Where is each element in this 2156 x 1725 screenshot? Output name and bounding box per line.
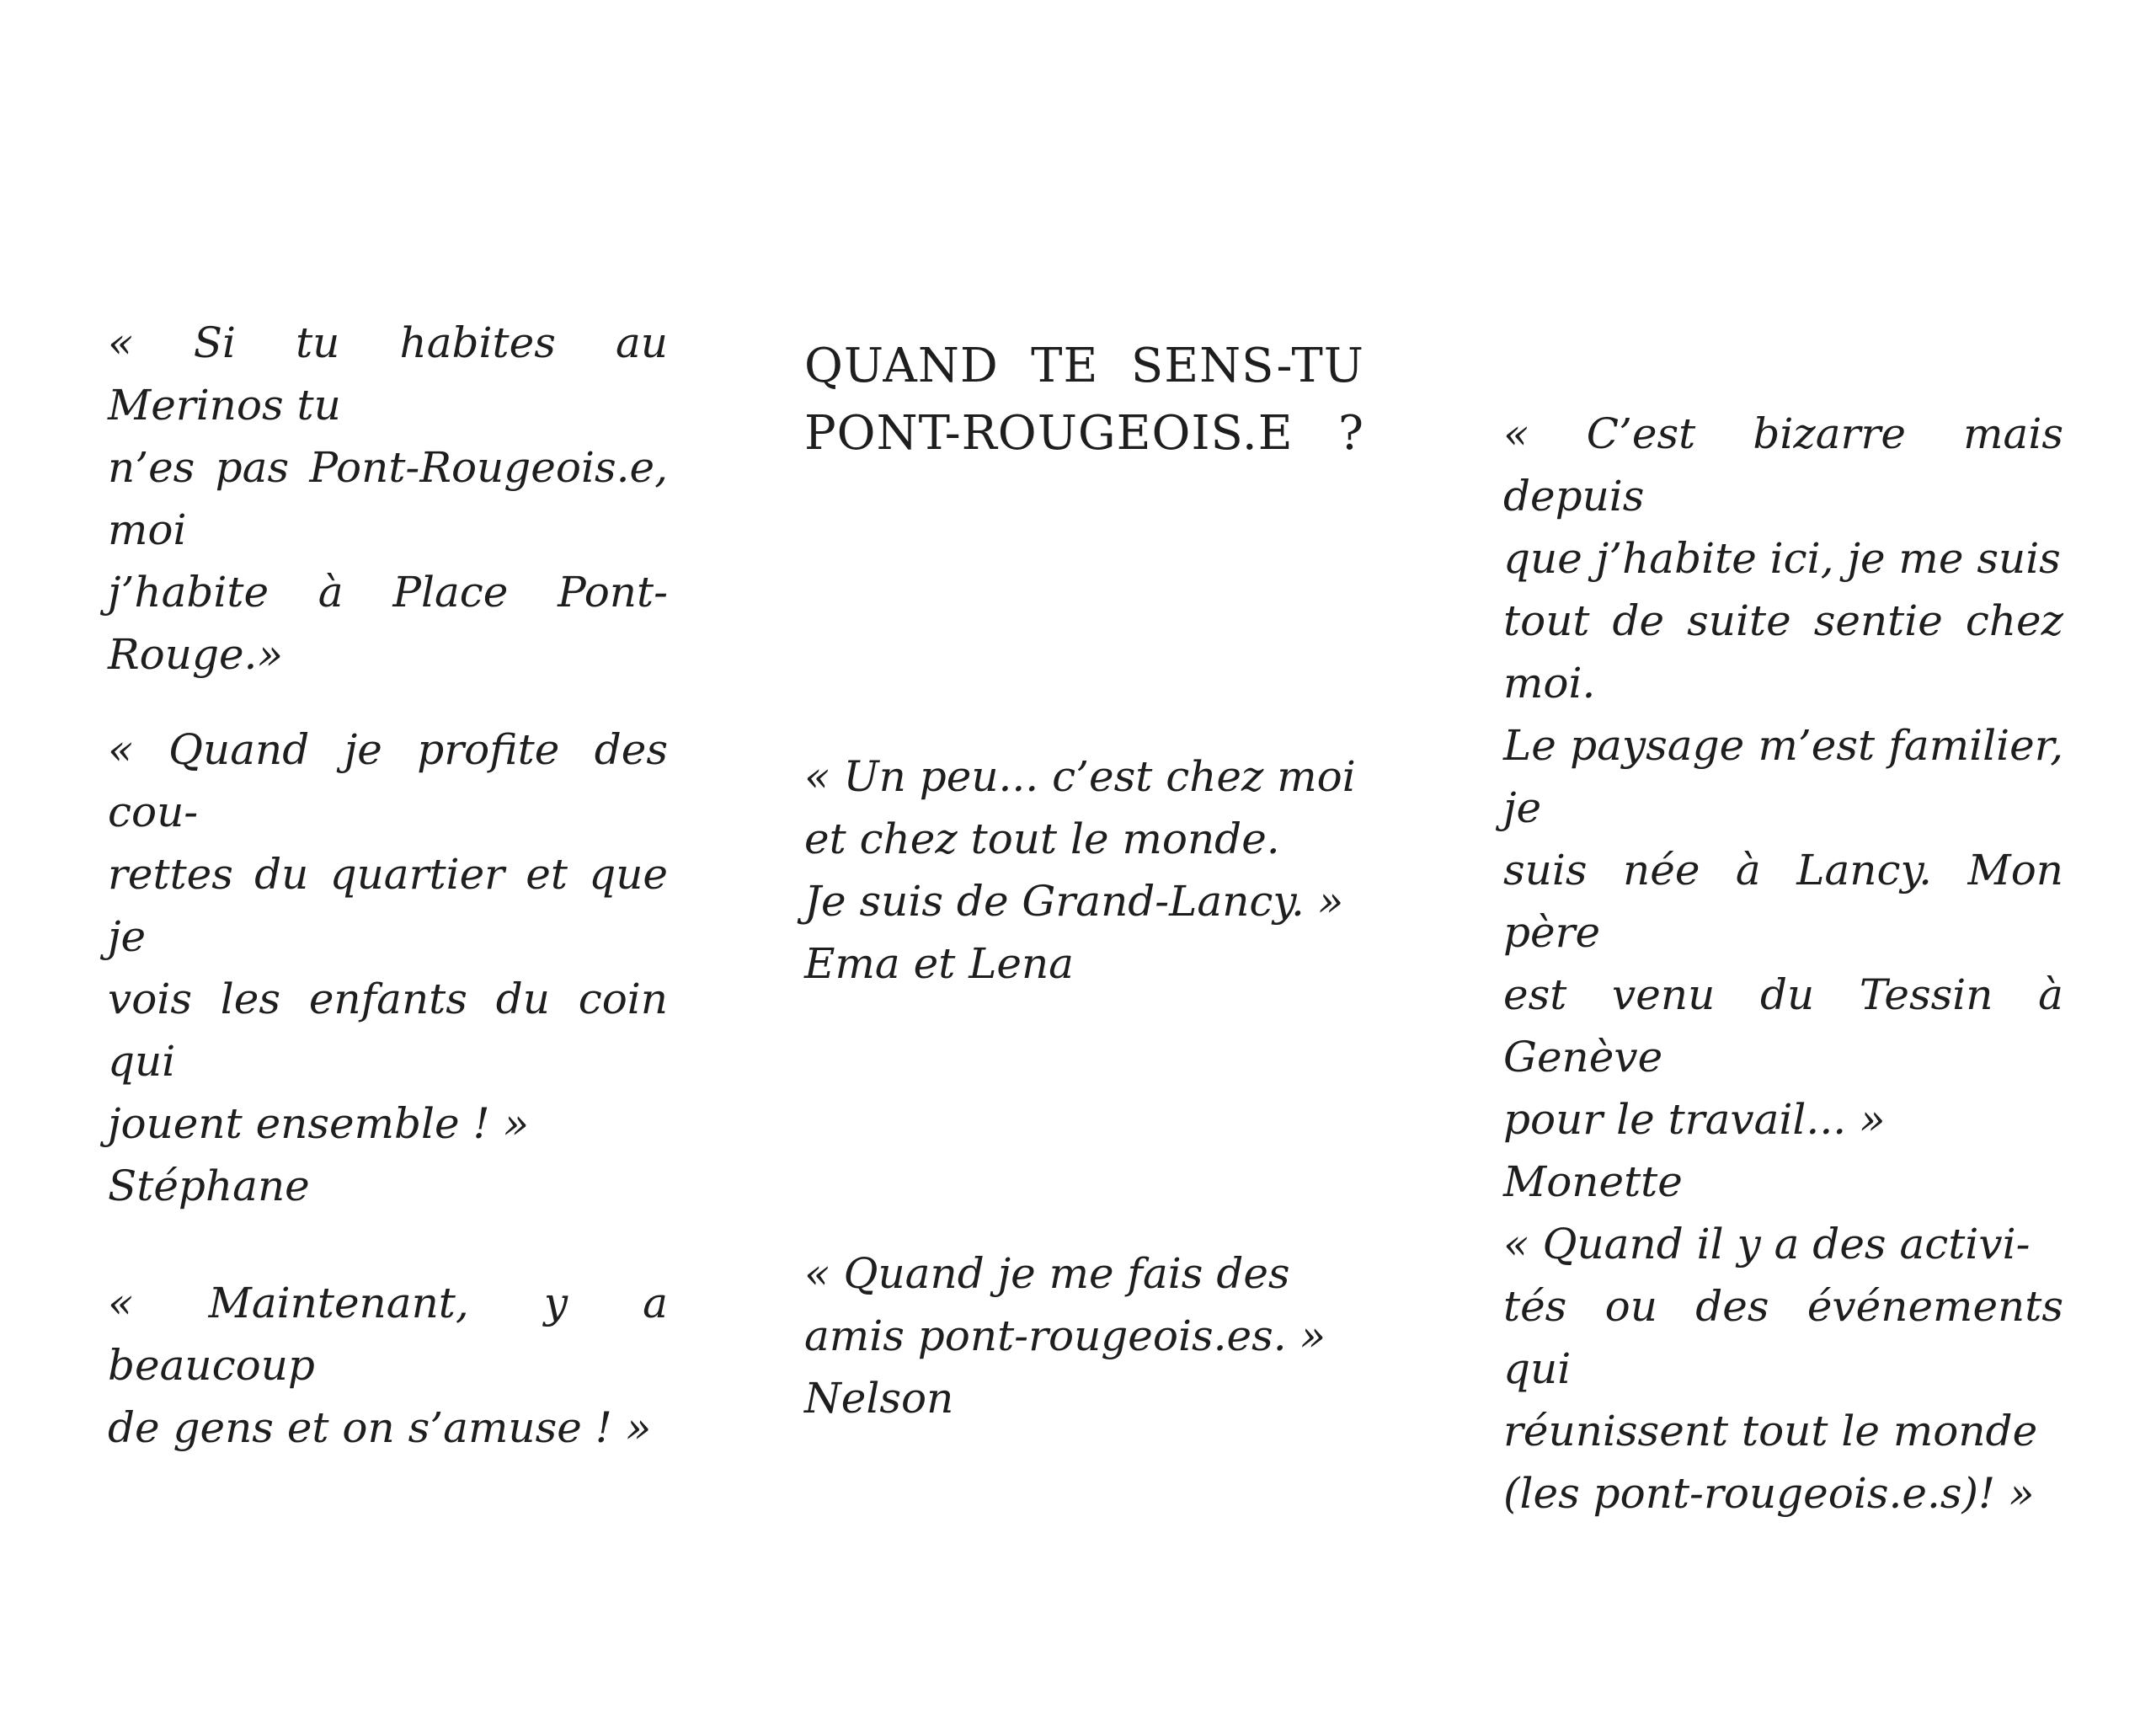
quote-merinos (108, 312, 668, 686)
quote-line: « Quand je profite des cou- (108, 725, 668, 836)
quote-line: n’es pas Pont-Rougeois.e, moi (108, 443, 668, 554)
quote-line: pour le travail... » (1503, 1095, 1886, 1144)
quote-author: Monette (1503, 1157, 1683, 1206)
quote-line: et chez tout le monde. (804, 814, 1280, 863)
quote-line: « C’est bizarre mais depuis (1503, 409, 2063, 521)
quote-author: Stéphane (108, 1162, 310, 1210)
quote-author: Nelson (804, 1374, 954, 1423)
quote-stephane (108, 718, 668, 1217)
quote-line: est venu du Tessin à Genève (1503, 970, 2063, 1081)
quote-monette (1503, 403, 2063, 1213)
quote-line: « Quand je me fais des (804, 1249, 1290, 1298)
quote-line: Je suis de Grand-Lancy. » (804, 877, 1344, 926)
quote-line: vois les enfants du coin qui (108, 975, 668, 1086)
quote-author: Ema et Lena (804, 939, 1074, 988)
quote-line: que j’habite ici, je me suis (1503, 534, 2061, 583)
quote-line: Le paysage m’est familier, je (1503, 721, 2063, 832)
quote-line: « Quand il y a des activi- (1503, 1220, 2031, 1268)
title-line-2: PONT-ROUGEOIS.E ? (804, 406, 1364, 461)
quote-line: suis née à Lancy. Mon père (1503, 846, 2063, 957)
quote-line: « Si tu habites au Merinos tu (108, 318, 668, 430)
quote-line: « Maintenant, y a beaucoup (108, 1279, 668, 1390)
title-line-1: QUAND TE SENS-TU (804, 339, 1364, 393)
quote-line: « Un peu... c’est chez moi (804, 752, 1356, 801)
quote-line: rettes du quartier et que je (108, 850, 668, 961)
quote-maintenant (108, 1272, 668, 1459)
quote-nelson (804, 1242, 1364, 1429)
quote-line: amis pont-rougeois.es. » (804, 1311, 1326, 1360)
quote-line: (les pont-rougeois.e.s)! » (1503, 1469, 2035, 1518)
quote-line: tout de suite sentie chez moi. (1503, 596, 2063, 708)
quote-line: de gens et on s’amuse ! » (108, 1403, 652, 1452)
quote-line: jouent ensemble ! » (108, 1099, 530, 1148)
page-title (804, 333, 1364, 467)
quote-line: réunissent tout le monde (1503, 1407, 2038, 1455)
quote-line: tés ou des événements qui (1503, 1282, 2063, 1393)
quote-ema-lena (804, 745, 1364, 995)
quote-activites (1503, 1213, 2063, 1525)
quote-line: j’habite à Place Pont-Rouge.» (108, 568, 668, 679)
